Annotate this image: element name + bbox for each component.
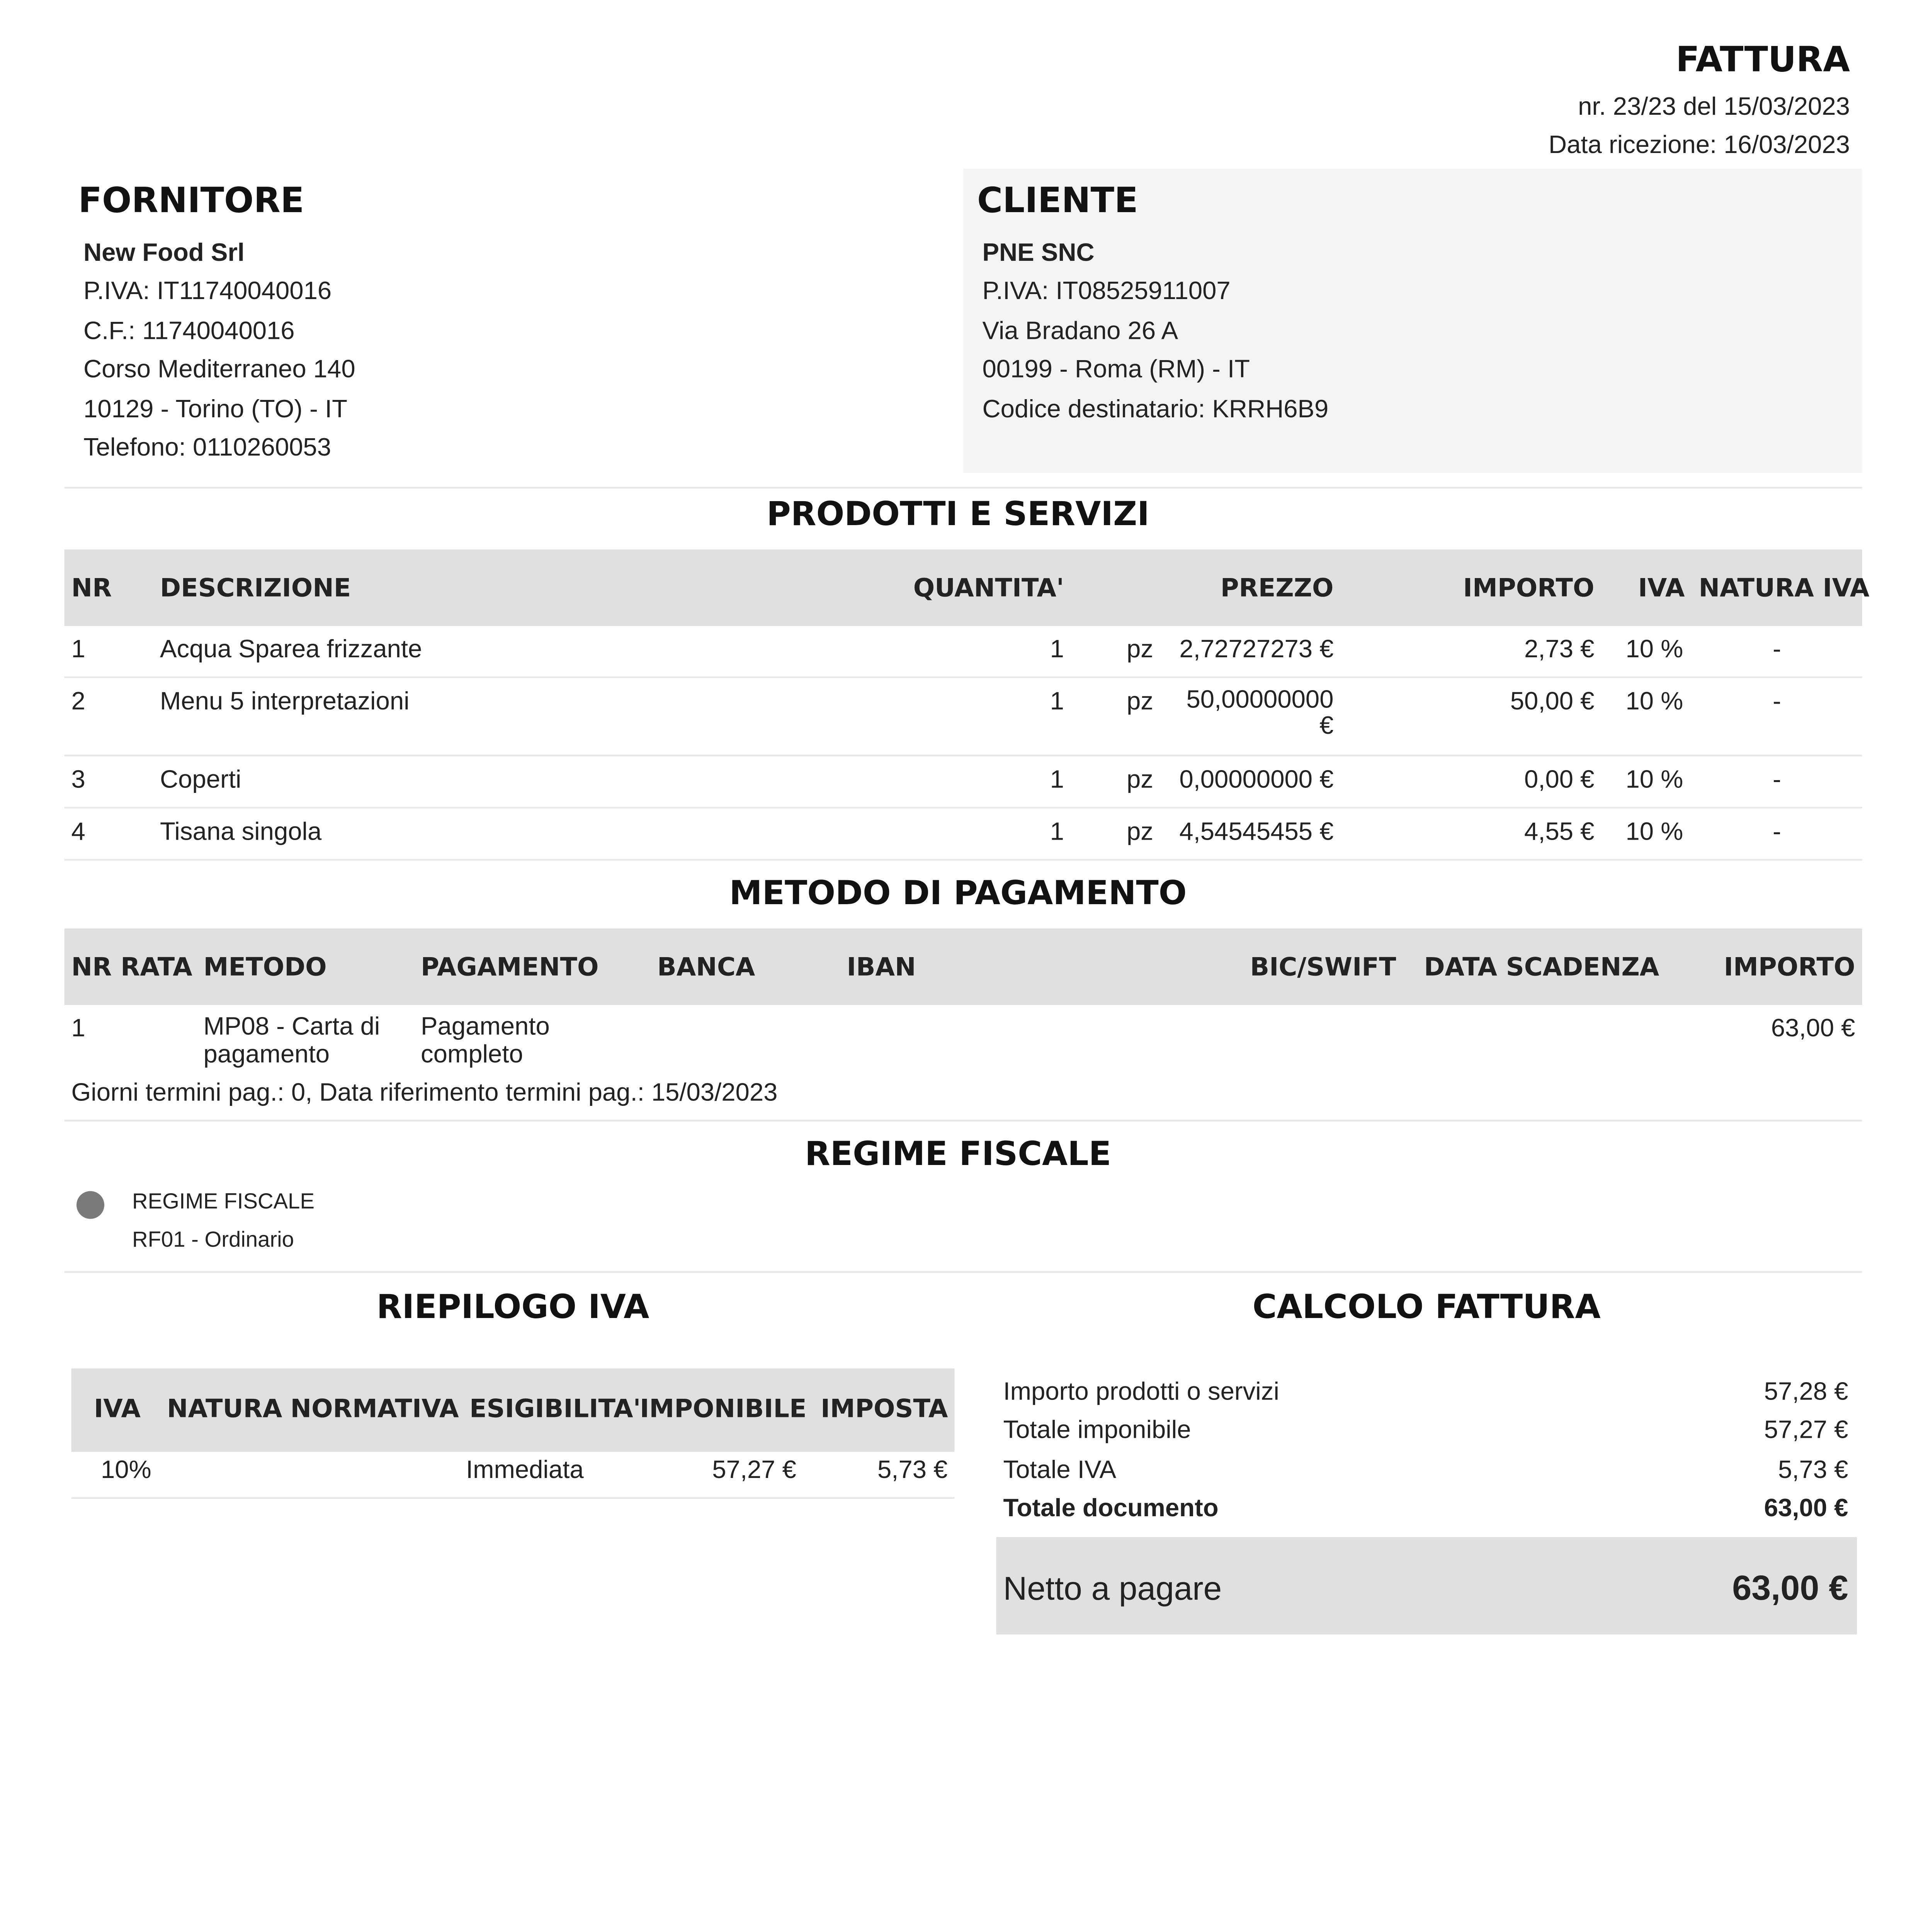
row-vat: 10 % [1625,819,1683,847]
client-recipient-code: Codice destinatario: KRRH6B9 [982,396,1329,424]
row-unit: pz [1127,636,1153,664]
table-row: 2 [71,689,85,716]
supplier-tax-code: C.F.: 11740040016 [83,318,295,346]
row-divider [65,859,1862,861]
col-taxable: IMPONIBILE [640,1396,807,1424]
supplier-title: FORNITORE [78,179,304,221]
vat-row-collectability: Immediata [466,1457,584,1485]
row-nature: - [1773,819,1781,847]
invoice-calc-title: CALCOLO FATTURA [1252,1288,1601,1327]
col-vat-nature: NATURA IVA [1698,575,1870,604]
col-price: PREZZO [1220,575,1334,604]
fiscal-value: RF01 - Ordinario [132,1228,294,1252]
row-amount: 4,55 € [1524,819,1595,847]
row-unit: pz [1127,689,1153,716]
row-nature: - [1773,767,1781,795]
col-iban: IBAN [847,954,916,983]
row-vat: 10 % [1625,767,1683,795]
client-title: CLIENTE [977,179,1138,221]
col-collectability: ESIGIBILITA' [469,1396,641,1424]
calc-total-value: 63,00 € [1764,1495,1848,1523]
col-nature: NATURA [167,1396,282,1424]
table-row: 4 [71,819,85,847]
row-price: 2,72727273 € [1179,636,1334,664]
row-divider [65,807,1862,809]
calc-total-label: Totale documento [1003,1495,1219,1523]
payment-amount: 63,00 € [1771,1015,1855,1043]
invoice-number: nr. 23/23 del 15/03/2023 [1578,94,1850,122]
vat-row-rate: 10% [101,1457,151,1485]
client-address: Via Bradano 26 A [982,318,1178,346]
col-installment: NR RATA [71,954,192,983]
client-city: 00199 - Roma (RM) - IT [982,357,1250,385]
col-rule: NORMATIVA [290,1396,459,1424]
row-unit: pz [1127,767,1153,795]
supplier-phone: Telefono: 0110260053 [83,435,332,463]
row-divider [65,677,1862,679]
row-divider [65,755,1862,757]
invoice-title: FATTURA [1676,38,1850,80]
supplier-vat: P.IVA: IT11740040016 [83,279,332,307]
row-amount: 2,73 € [1524,636,1595,664]
divider [71,1497,955,1499]
payment-type: Pagamento completo [421,1014,550,1069]
products-title: PRODOTTI E SERVIZI [767,495,1149,534]
divider [65,1120,1862,1122]
row-price: 0,00000000 € [1179,767,1334,795]
row-vat: 10 % [1625,636,1683,664]
row-vat: 10 % [1625,689,1683,716]
col-bic: BIC/SWIFT [1250,954,1396,983]
col-quantity: QUANTITA' [913,575,1064,604]
col-payment: PAGAMENTO [421,954,599,983]
row-description: Acqua Sparea frizzante [160,636,422,664]
row-price: 4,54545455 € [1179,819,1334,847]
client-name: PNE SNC [982,240,1095,268]
divider [65,487,1862,489]
supplier-address: Corso Mediterraneo 140 [83,357,355,385]
row-amount: 0,00 € [1524,767,1595,795]
col-nr: NR [71,575,112,604]
supplier-name: New Food Srl [83,240,245,268]
calc-label: Totale imponibile [1003,1417,1191,1445]
table-row: 1 [71,636,85,664]
payment-title: METODO DI PAGAMENTO [729,874,1187,913]
row-nature: - [1773,636,1781,664]
row-description: Menu 5 interpretazioni [160,689,410,716]
row-quantity: 1 [1050,767,1064,795]
vat-row-taxable: 57,27 € [712,1457,796,1485]
col-amount: IMPORTO [1463,575,1595,604]
client-vat: P.IVA: IT08525911007 [982,279,1231,307]
net-payable-label: Netto a pagare [1003,1572,1222,1609]
bullet-icon [77,1191,104,1219]
row-quantity: 1 [1050,819,1064,847]
divider [65,1271,1862,1273]
received-date: Data ricezione: 16/03/2023 [1549,132,1850,160]
vat-row-tax: 5,73 € [877,1457,948,1485]
client-box [963,169,1862,473]
payment-row: 1 [71,1015,85,1043]
net-payable-value: 63,00 € [1732,1570,1848,1609]
payment-terms: Giorni termini pag.: 0, Data riferimento termini pag.: 15/03/2023 [71,1080,778,1108]
calc-value: 57,27 € [1764,1417,1848,1445]
col-due-date: DATA SCADENZA [1424,954,1659,983]
col-bank: BANCA [657,954,755,983]
supplier-city: 10129 - Torino (TO) - IT [83,396,348,424]
payment-method: MP08 - Carta di pagamento [203,1014,380,1069]
row-price: 50,00000000 € [1186,687,1334,741]
fiscal-title: REGIME FISCALE [804,1135,1112,1174]
col-method: METODO [203,954,327,983]
row-quantity: 1 [1050,689,1064,716]
supplier-box [65,169,955,473]
col-description: DESCRIZIONE [160,575,351,604]
calc-value: 5,73 € [1778,1457,1848,1485]
fiscal-label: REGIME FISCALE [132,1189,315,1214]
col-tax: IMPOSTA [821,1396,948,1424]
row-nature: - [1773,689,1781,716]
vat-summary-title: RIEPILOGO IVA [376,1288,649,1327]
col-payment-amount: IMPORTO [1724,954,1855,983]
row-description: Tisana singola [160,819,322,847]
row-unit: pz [1127,819,1153,847]
row-description: Coperti [160,767,241,795]
col-vat-rate: IVA [94,1396,141,1424]
table-row: 3 [71,767,85,795]
calc-value: 57,28 € [1764,1379,1848,1407]
calc-label: Totale IVA [1003,1457,1117,1485]
calc-label: Importo prodotti o servizi [1003,1379,1279,1407]
row-amount: 50,00 € [1510,689,1595,716]
row-quantity: 1 [1050,636,1064,664]
col-vat: IVA [1638,575,1685,604]
